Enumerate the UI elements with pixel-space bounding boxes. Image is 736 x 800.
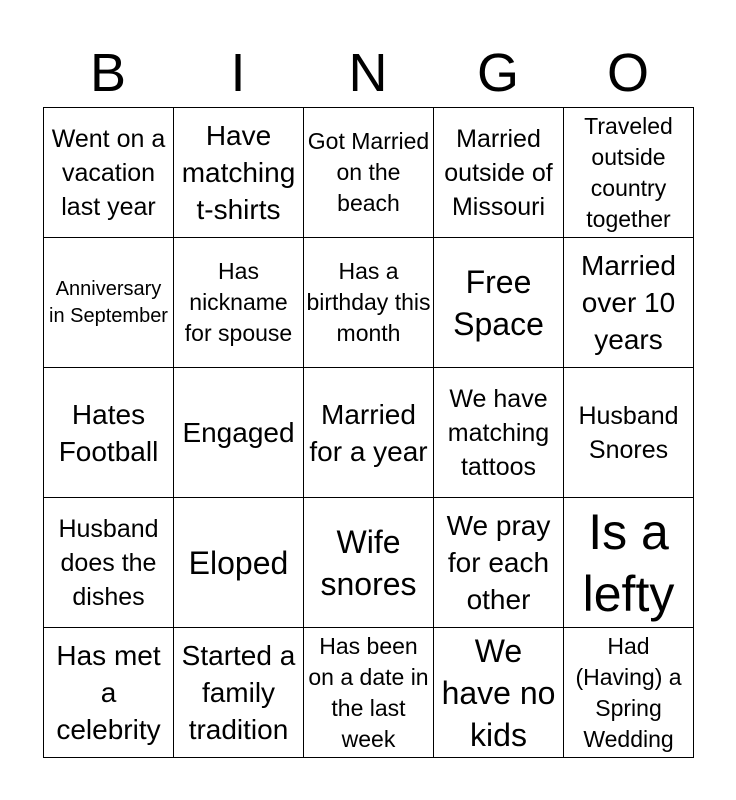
cell-text: We pray for each other xyxy=(446,510,551,615)
bingo-cell[interactable] xyxy=(564,628,694,758)
bingo-cell[interactable] xyxy=(44,498,174,628)
bingo-cell[interactable] xyxy=(564,498,694,628)
bingo-cell[interactable] xyxy=(44,238,174,368)
cell-text: Got Married on the beach xyxy=(307,128,430,216)
cell-text: Engaged xyxy=(182,417,295,448)
bingo-cell[interactable] xyxy=(174,498,304,628)
bingo-cell[interactable] xyxy=(434,628,564,758)
cell-text: Anniversary in September xyxy=(49,277,168,327)
bingo-cell[interactable] xyxy=(564,368,694,498)
header-letter-n: N xyxy=(348,43,388,103)
bingo-cell[interactable] xyxy=(44,108,174,238)
cell-text: Wife snores xyxy=(320,523,417,602)
cell-text: Is a lefty xyxy=(582,503,675,622)
bingo-cell[interactable] xyxy=(434,368,564,498)
cell-text: Have matching t-shirts xyxy=(181,120,296,225)
bingo-header xyxy=(43,40,693,106)
cell-text: Married outside of Missouri xyxy=(444,124,553,221)
cell-text: Has met a celebrity xyxy=(56,640,161,745)
cell-text: Started a family tradition xyxy=(181,640,296,745)
cell-text: Has a birthday this month xyxy=(306,258,431,346)
header-letter-g: G xyxy=(476,43,519,103)
header-letter-b: B xyxy=(89,43,127,103)
cell-text: Husband Snores xyxy=(578,401,679,464)
bingo-cell[interactable] xyxy=(174,368,304,498)
cell-text: Married over 10 years xyxy=(581,250,676,355)
bingo-cell[interactable] xyxy=(564,238,694,368)
bingo-cell[interactable] xyxy=(44,368,174,498)
bingo-cell[interactable] xyxy=(304,238,434,368)
cell-text: Husband does the dishes xyxy=(58,514,159,611)
cell-text: Has nickname for spouse xyxy=(184,258,293,346)
bingo-cell[interactable] xyxy=(44,628,174,758)
cell-text: Married for a year xyxy=(309,398,428,467)
free-space-cell[interactable] xyxy=(434,238,564,368)
bingo-cell[interactable] xyxy=(304,368,434,498)
bingo-cell[interactable] xyxy=(304,498,434,628)
bingo-cell[interactable] xyxy=(174,628,304,758)
bingo-cell[interactable] xyxy=(174,108,304,238)
cell-text: Had (Having) a Spring Wedding xyxy=(575,632,682,752)
cell-text: We have matching tattoos xyxy=(447,384,550,481)
bingo-cell[interactable] xyxy=(434,108,564,238)
cell-text: Eloped xyxy=(188,544,289,581)
header-letter-i: I xyxy=(230,43,246,103)
bingo-cell[interactable] xyxy=(434,498,564,628)
cell-text: Has been on a date in the last week xyxy=(308,632,429,752)
cell-text: Hates Football xyxy=(58,398,159,467)
cell-text: Free Space xyxy=(453,263,544,342)
cell-text: Went on a vacation last year xyxy=(51,124,166,221)
bingo-cell[interactable] xyxy=(304,108,434,238)
bingo-cell[interactable] xyxy=(564,108,694,238)
bingo-card-grid xyxy=(43,107,694,758)
cell-text: We have no kids xyxy=(441,632,556,753)
header-letter-o: O xyxy=(606,43,649,103)
cell-text: Traveled outside country together xyxy=(584,112,673,232)
bingo-cell[interactable] xyxy=(174,238,304,368)
bingo-cell[interactable] xyxy=(304,628,434,758)
